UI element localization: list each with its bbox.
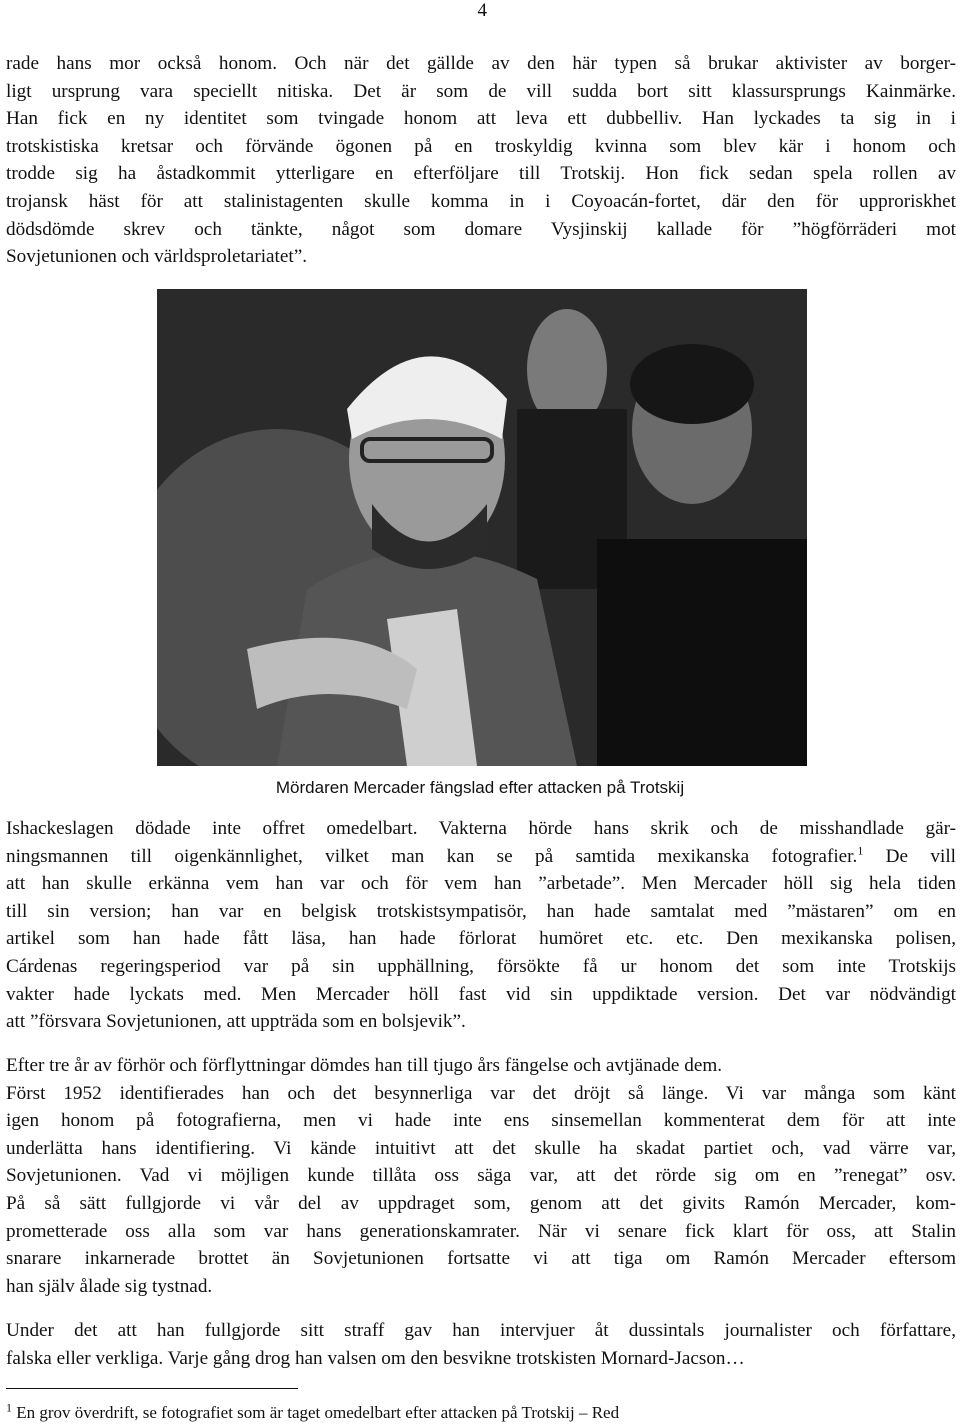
text-line: Han fick en ny identitet som tvingade honom att leva ett dubbelliv. Han lyckades ta sig in i <box>6 108 956 130</box>
text-line: underlätta hans identifiering. Vi kände intuitivt att det skulle ha skadat partiet och, vad värre var, <box>6 1137 956 1159</box>
paragraph-2 <box>6 815 956 1036</box>
text-line: falska eller verkliga. Varje gång drog han valsen om den besvikne trotskisten Mornard-Jacson… <box>6 1347 745 1369</box>
footnote-reference[interactable]: 1 <box>857 843 864 858</box>
text-line: Ishackeslagen dödade inte offret omedelbart. Vakterna hörde hans skrik och de misshandlade gär- <box>6 818 956 839</box>
text-line: igen honom på fotografierna, men vi hade inte ens sinsemellan kommenterat dem för att inte <box>6 1110 956 1132</box>
footnote <box>6 1400 620 1423</box>
photo-illustration <box>157 289 807 766</box>
text-line: till sin version; han var en belgisk trotskistsympatisör, han hade samtalat med ”mästaren” om en <box>6 900 956 922</box>
text-line: vakter hade lyckats med. Men Mercader höll fast vid sin uppdiktade version. Det var nödvändigt <box>6 983 956 1005</box>
paragraph-4 <box>6 1317 956 1372</box>
footnote-marker: 1 <box>6 1400 12 1415</box>
text-line: Cárdenas regeringsperiod var på sin upphällning, försökte få ur honom det som inte Trotskijs <box>6 955 956 977</box>
text-line: artikel som han hade fått läsa, han hade förlorat humöret etc. etc. Den mexikanska polisen, <box>6 928 956 950</box>
text-line: trojansk häst för att stalinistagenten skulle komma in i Coyoacán-fortet, där den för upproriskhet <box>6 190 956 212</box>
text-line: Under det att han fullgjorde sitt straff gav han intervjuer åt dussintals journalister och författare, <box>6 1320 956 1341</box>
text-line: rade hans mor också honom. Och när det gällde av den här typen så brukar aktivister av borger- <box>6 53 956 74</box>
text-line: trotskistiska kretsar och förvände ögonen på en troskyldig kvinna som blev kär i honom och <box>6 135 956 157</box>
paragraph-3 <box>6 1052 956 1300</box>
footnote-text: En grov överdrift, se fotografiet som är taget omedelbart efter attacken på Trotskij – Red <box>12 1403 620 1422</box>
text-line: Först 1952 identifierades han och det besynnerliga var det dröjt så länge. Vi var många som känt <box>6 1082 956 1104</box>
text-line: Sovjetunionen. Vad vi möjligen kunde tillåta oss säga var, att det rörde sig om en ”renegat” osv. <box>6 1165 956 1187</box>
text-line: han själv ålade sig tystnad. <box>6 1275 213 1297</box>
text-line: trodde sig ha åstadkommit ytterligare en efterföljare till Trotskij. Hon fick sedan spela rollen av <box>6 163 956 185</box>
paragraph-1 <box>6 50 956 271</box>
text-line: Sovjetunionen och världsproletariatet”. <box>6 246 308 268</box>
text-line: prometterade oss alla som var hans generationskamrater. När vi senare fick klart för oss, att Stalin <box>6 1220 956 1242</box>
text-line: På så sätt fullgjorde vi vår del av uppdraget som, genom att det givits Ramón Mercader, kom- <box>6 1192 956 1214</box>
page-number: 4 <box>477 0 487 21</box>
text-line: snarare inkarnerade brottet än Sovjetunionen fortsatte vi att tiga om Ramón Mercader eftersom <box>6 1248 956 1270</box>
text-line: dödsdömde skrev och tänkte, något som domare Vysjinskij kallade för ”högförräderi mot <box>6 218 956 240</box>
text-line: ningsmannen till oigenkännlighet, vilket man kan se på samtida mexikanska fotografier.$^1$ De vill <box>6 843 956 867</box>
photograph <box>157 289 807 766</box>
text-line: ligt ursprung vara speciellt nitiska. Det är som de vill sudda bort sitt klassursprungs Kainmärke. <box>6 80 956 102</box>
figure-caption: Mördaren Mercader fängslad efter attacken på Trotskij <box>275 778 685 797</box>
text-line: att han skulle erkänna vem han var och för vem han ”arbetade”. Men Mercader höll sig hela tiden <box>6 873 956 895</box>
footnote-separator <box>6 1388 298 1389</box>
text-line: Efter tre år av förhör och förflyttningar dömdes han till tjugo års fängelse och avtjänade dem. <box>6 1055 723 1076</box>
text-line: att ”försvara Sovjetunionen, att uppträda som en bolsjevik”. <box>6 1011 466 1033</box>
